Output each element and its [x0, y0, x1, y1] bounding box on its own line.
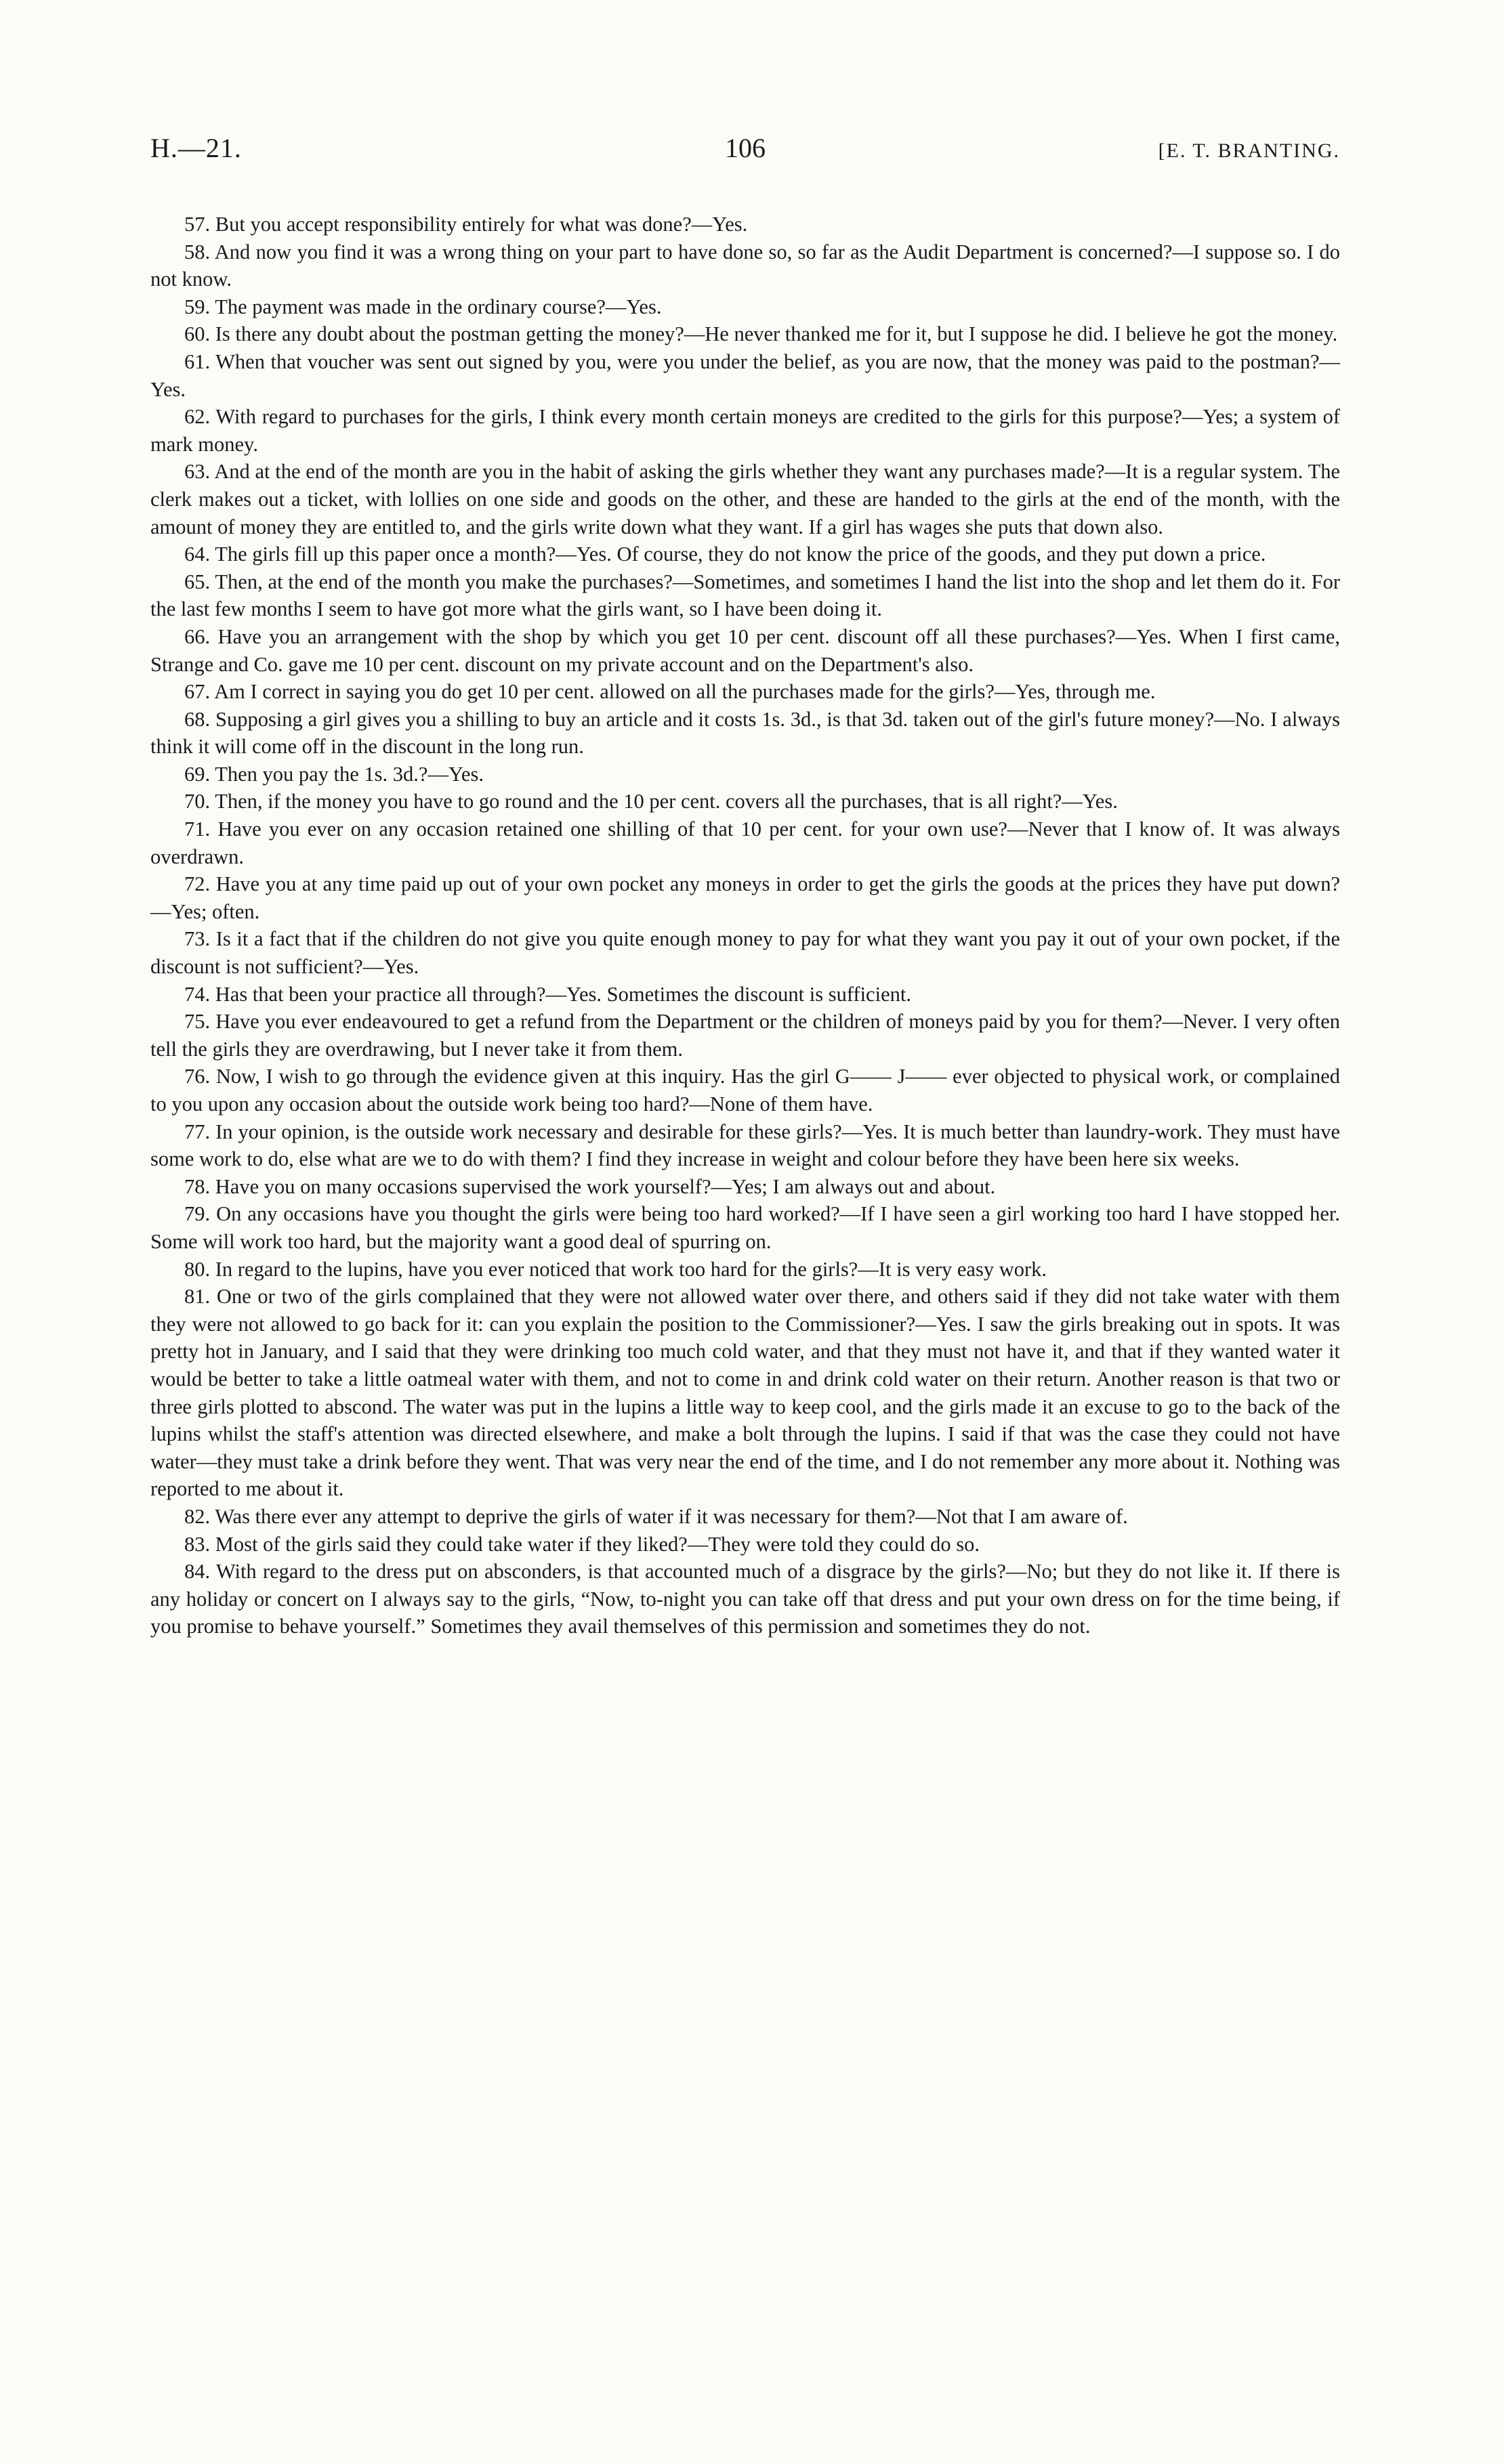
paragraph: 69. Then you pay the 1s. 3d.?—Yes.: [184, 762, 484, 786]
paragraph: 58. And now you find it was a wrong thing on your part to have done so, so far as the Audit Department is concerned?—I suppose so. I do not know.: [150, 240, 1340, 291]
paragraph: 64. The girls fill up this paper once a month?—Yes. Of course, they do not know the price of the goods, and they put down a price.: [184, 543, 1266, 566]
paragraph: 67. Am I correct in saying you do get 10 per cent. allowed on all the purchases made for the girls?—Yes, through me.: [184, 680, 1156, 704]
paragraph: 66. Have you an arrangement with the shop by which you get 10 per cent. discount off all these purchases?—Yes. When I first came, Strange and Co. gave me 10 per cent. discount on my private account and on the Department's also.: [150, 624, 1340, 676]
paragraph: 71. Have you ever on any occasion retained one shilling of that 10 per cent. for your own use?—Never that I know of. It was always overdrawn.: [150, 817, 1340, 868]
paragraph: 79. On any occasions have you thought the girls were being too hard worked?—If I have seen a girl working too hard I have stopped her. Some will work too hard, but the majority want a good deal of spurring on.: [150, 1202, 1340, 1253]
paragraph: 74. Has that been your practice all through?—Yes. Sometimes the discount is sufficient.: [184, 982, 911, 1006]
evidence-text: [150, 211, 1340, 1640]
paragraph: 76. Now, I wish to go through the evidence given at this inquiry. Has the girl G—— J—— ever objected to physical work, or complained to you upon any occasion about the outside work being too hard?—None of them have.: [150, 1065, 1340, 1116]
paragraph: 78. Have you on many occasions supervised the work yourself?—Yes; I am always out and about.: [184, 1174, 996, 1198]
page-number: 106: [725, 133, 766, 163]
paragraph: 83. Most of the girls said they could take water if they liked?—They were told they could do so.: [184, 1532, 980, 1556]
paragraph: 65. Then, at the end of the month you make the purchases?—Sometimes, and sometimes I hand the list into the shop and let them do it. For the last few months I seem to have got more what the girls want, so I have been doing it.: [150, 570, 1340, 621]
document-page: [150, 132, 1340, 1640]
page-header: [150, 132, 1340, 186]
paragraph: 77. In your opinion, is the outside work necessary and desirable for these girls?—Yes. It is much better than laundry-work. They must have some work to do, else what are we to do with them? I find they increase in weight and colour before they have been here six weeks.: [150, 1120, 1340, 1171]
paragraph: 57. But you accept responsibility entirely for what was done?—Yes.: [184, 213, 748, 236]
paragraph: 81. One or two of the girls complained that they were not allowed water over there, and others said if they did not take water with them they were not allowed to go back for it: can you explain the position to the Commissioner?—Yes. I saw the girls breaking out in spots. It was pretty hot in January, and I said that they were drinking too much cold water, and that they must not have it, and that if they wanted water it would be better to take a little oatmeal water with them, and not to come in and drink cold water on their return. Another reason is that two or three girls plotted to abscond. The water was put in the lupins a little way to keep cool, and the girls made it an excuse to go to the back of the lupins whilst the staff's attention was directed elsewhere, and make a bolt through the lupins. I said if that was the case they could not have water—they must take a drink before they went. That was very near the end of the time, and I do not remember any more about it. Nothing was reported to me about it.: [150, 1285, 1340, 1501]
paragraph: 73. Is it a fact that if the children do not give you quite enough money to pay for what they want you pay it out of your own pocket, if the discount is not sufficient?—Yes.: [150, 927, 1340, 979]
paragraph: 59. The payment was made in the ordinary course?—Yes.: [184, 295, 662, 318]
paragraph: 84. With regard to the dress put on absconders, is that accounted much of a disgrace by the girls?—No; but they do not like it. If there is any holiday or concert on I always say to the girls, “Now, to-night you can take off that dress and put your own dress on for the time being, if you promise to behave yourself.” Sometimes they avail themselves of this permission and sometimes they do not.: [150, 1560, 1340, 1638]
paragraph: 80. In regard to the lupins, have you ever noticed that work too hard for the girls?—It is very easy work.: [184, 1257, 1047, 1281]
witness-name: [E. T. BRANTING.: [1158, 140, 1340, 162]
report-code: H.—21.: [150, 133, 242, 163]
paragraph: 82. Was there ever any attempt to deprive the girls of water if it was necessary for them?—Not that I am aware of.: [184, 1504, 1128, 1528]
paragraph: 72. Have you at any time paid up out of your own pocket any moneys in order to get the girls the goods at the prices they have put down?—Yes; often.: [150, 872, 1340, 923]
paragraph: 75. Have you ever endeavoured to get a refund from the Department or the children of moneys paid by you for them?—Never. I very often tell the girls they are overdrawing, but I never take it from them.: [150, 1010, 1340, 1061]
paragraph: 68. Supposing a girl gives you a shilling to buy an article and it costs 1s. 3d., is that 3d. taken out of the girl's future money?—No. I always think it will come off in the discount in the long run.: [150, 707, 1340, 759]
paragraph: 60. Is there any doubt about the postman getting the money?—He never thanked me for it, but I suppose he did. I believe he got the money.: [184, 322, 1338, 346]
paragraph: 62. With regard to purchases for the girls, I think every month certain moneys are credited to the girls for this purpose?—Yes; a system of mark money.: [150, 405, 1340, 456]
paragraph: 70. Then, if the money you have to go round and the 10 per cent. covers all the purchases, that is all right?—Yes.: [184, 790, 1118, 813]
paragraph: 63. And at the end of the month are you in the habit of asking the girls whether they want any purchases made?—It is a regular system. The clerk makes out a ticket, with lollies on one side and goods on the other, and these are handed to the girls at the end of the month, with the amount of money they are entitled to, and the girls write down what they want. If a girl has wages she puts that down also.: [150, 460, 1340, 538]
paragraph: 61. When that voucher was sent out signed by you, were you under the belief, as you are now, that the money was paid to the postman?—Yes.: [150, 349, 1340, 401]
